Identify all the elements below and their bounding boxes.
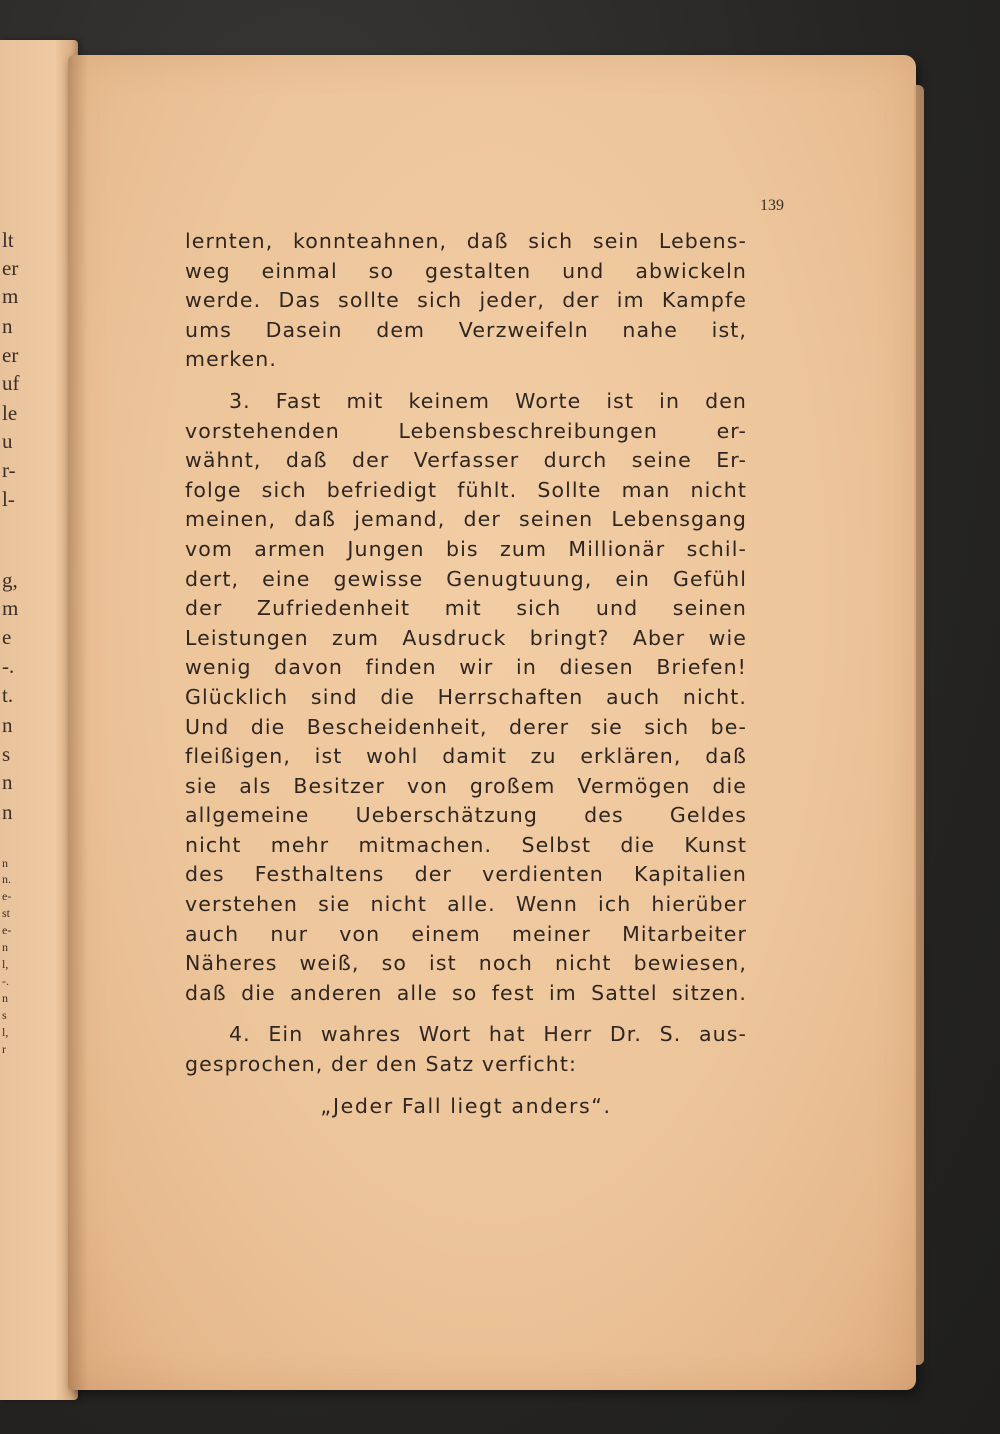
facing-page-fragment: e bbox=[2, 625, 12, 649]
paragraph-2 bbox=[185, 387, 747, 1008]
text-line: sie als Besitzer von großem Vermögen die bbox=[185, 773, 747, 798]
facing-page-fragment: s bbox=[2, 742, 11, 766]
facing-page-fragment: l, bbox=[2, 1025, 9, 1039]
facing-page-fragment: t. bbox=[2, 683, 14, 707]
body-text bbox=[185, 227, 747, 1121]
text-line: vom armen Jungen bis zum Millionär schil- bbox=[185, 536, 747, 561]
text-line: fleißigen, ist wohl damit zu erklären, daß bbox=[185, 744, 747, 769]
text-line: daß die anderen alle so fest im Sattel sitzen. bbox=[185, 980, 747, 1005]
text-line: merken. bbox=[185, 347, 277, 372]
book-page bbox=[68, 55, 916, 1390]
text-line: 3. Fast mit keinem Worte ist in den bbox=[229, 388, 747, 413]
facing-page-fragment: n bbox=[2, 713, 13, 737]
text-line: Glücklich sind die Herrschaften auch nicht. bbox=[185, 684, 747, 709]
text-line: folge sich befriedigt fühlt. Sollte man nicht bbox=[185, 477, 747, 502]
page-gutter-shadow bbox=[68, 55, 88, 1390]
paragraph-1 bbox=[185, 227, 747, 375]
quote-line: „Jeder Fall liegt anders“. bbox=[320, 1093, 612, 1118]
text-line: 4. Ein wahres Wort hat Herr Dr. S. aus- bbox=[229, 1022, 747, 1047]
facing-page-fragment: e- bbox=[2, 889, 12, 903]
text-line: Leistungen zum Ausdruck bringt? Aber wie bbox=[185, 625, 747, 650]
facing-page-fragment: e- bbox=[2, 923, 12, 937]
facing-page-fragment: er bbox=[2, 256, 19, 280]
facing-page-fragment: er bbox=[2, 343, 19, 367]
facing-page-fragment: n bbox=[2, 770, 13, 794]
facing-page-fragment: l- bbox=[2, 487, 15, 511]
facing-page-fragment: r- bbox=[2, 458, 16, 482]
facing-page-fragment: n bbox=[2, 940, 8, 954]
paragraph-3 bbox=[185, 1020, 747, 1079]
facing-page-fragment: n. bbox=[2, 872, 11, 886]
facing-page-fragment: l, bbox=[2, 957, 9, 971]
text-line: nicht mehr mitmachen. Selbst die Kunst bbox=[185, 832, 747, 857]
facing-page-fragment: u bbox=[2, 429, 13, 453]
facing-page-fragment: -. bbox=[2, 974, 9, 988]
text-line: werde. Das sollte sich jeder, der im Kampfe bbox=[185, 288, 747, 313]
text-line: verstehen sie nicht alle. Wenn ich hierüber bbox=[185, 892, 747, 917]
text-line: wähnt, daß der Verfasser durch seine Er- bbox=[185, 448, 747, 473]
facing-page-fragment: s bbox=[2, 1008, 7, 1022]
text-line: allgemeine Ueberschätzung des Geldes bbox=[185, 803, 747, 828]
facing-page-fragment: -. bbox=[2, 654, 15, 678]
text-line: lernten, konnteahnen, daß sich sein Lebens- bbox=[185, 229, 747, 253]
facing-page-fragment: m bbox=[2, 596, 19, 620]
text-line: weg einmal so gestalten und abwickeln bbox=[185, 258, 747, 283]
text-line: Und die Bescheidenheit, derer sie sich be- bbox=[185, 714, 747, 739]
text-line: ums Dasein dem Verzweifeln nahe ist, bbox=[185, 317, 747, 342]
text-line: vorstehenden Lebensbeschreibungen er- bbox=[185, 418, 747, 443]
facing-page-edge bbox=[0, 40, 78, 1400]
text-line: meinen, daß jemand, der seinen Lebensgang bbox=[185, 507, 747, 532]
text-line: Näheres weiß, so ist noch nicht bewiesen, bbox=[185, 951, 747, 976]
facing-page-fragment: uf bbox=[2, 371, 20, 395]
page-number: 139 bbox=[760, 197, 784, 214]
text-line: wenig davon finden wir in diesen Briefen! bbox=[185, 655, 747, 680]
facing-page-fragment: st bbox=[2, 906, 11, 920]
text-line: des Festhaltens der verdienten Kapitalien bbox=[185, 862, 747, 887]
facing-page-fragment: g, bbox=[2, 568, 18, 592]
facing-page-fragment: n bbox=[2, 314, 13, 338]
facing-page-fragment: le bbox=[2, 401, 18, 425]
text-line: dert, eine gewisse Genugtuung, ein Gefühl bbox=[185, 566, 747, 591]
facing-page-fragment: n bbox=[2, 991, 8, 1005]
text-line: auch nur von einem meiner Mitarbeiter bbox=[185, 921, 747, 946]
page-edge bbox=[914, 85, 924, 1365]
facing-page-fragment: lt bbox=[2, 228, 14, 252]
text-line: der Zufriedenheit mit sich und seinen bbox=[185, 596, 747, 621]
facing-page-fragment: r bbox=[2, 1042, 6, 1056]
text-line: gesprochen, der den Satz verficht: bbox=[185, 1052, 578, 1077]
facing-page-fragment: n bbox=[2, 800, 13, 824]
facing-page-fragment: m bbox=[2, 284, 19, 308]
facing-page-fragment: n bbox=[2, 856, 8, 870]
